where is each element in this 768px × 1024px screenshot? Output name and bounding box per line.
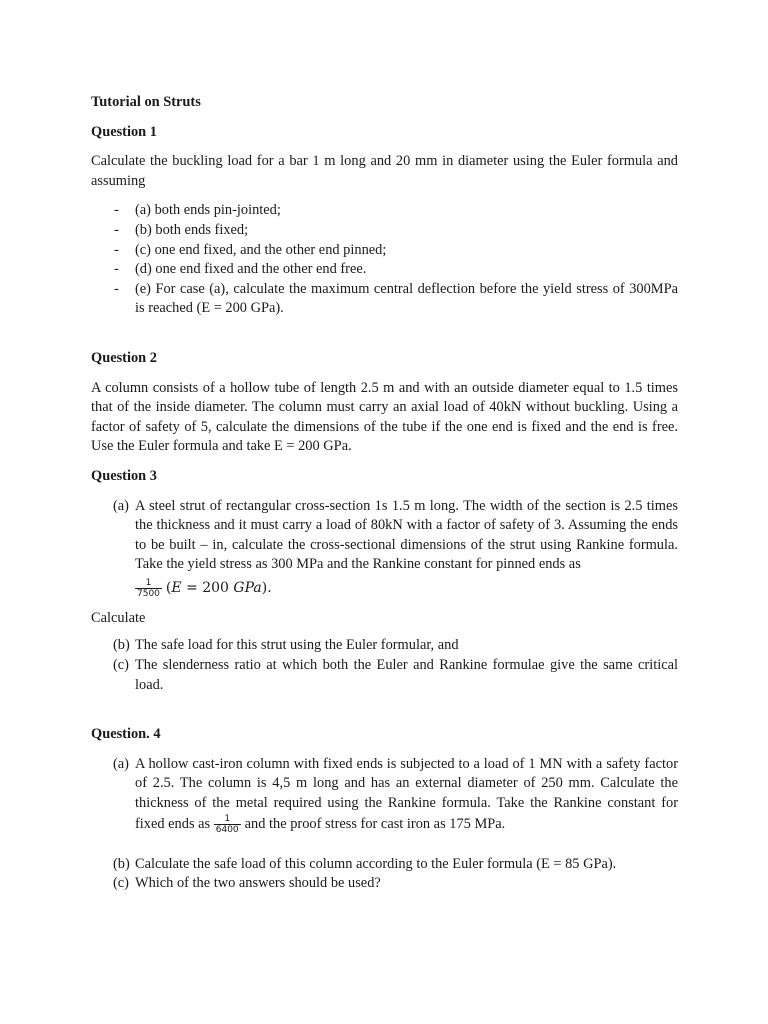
list-item: - (a) both ends pin-jointed; xyxy=(114,202,281,219)
youngs-modulus-expression: (E = 200 GPa). xyxy=(165,579,272,596)
question-4-parts-bc xyxy=(91,855,678,894)
list-item: (a) A hollow cast-iron column with fixed ends is subjected to a load of 1 MN with a safety factor of 2.5. The column is 4,5 m long and has an external diameter of 250 mm. Calculate the thickness of the metal required using the Rankine formula. Take the Rankine constant for fixed ends as $\frac{1}{6400}$ and the proof stress for cast iron as 175 MPa. xyxy=(113,755,678,835)
calculate-label: Calculate xyxy=(91,609,146,626)
document-page xyxy=(91,93,678,894)
list-item: (a) A steel strut of rectangular cross-section 1s 1.5 m long. The width of the section is 2.5 times the thickness and it must carry a load of 80kN with a factor of safety of 3. Assuming the ends to be built – in, calculate the cross-sectional dimensions of the strut using Rankine formula. Take the yield stress as 300 MPa and the Rankine constant for pinned ends as $\frac{1}{7500}$ (E = 200 GPa). xyxy=(113,497,678,599)
question-3-heading: Question 3 xyxy=(91,467,157,484)
rankine-constant-fraction: $\frac{1}{7500}$ xyxy=(137,577,160,599)
question-1-heading: Question 1 xyxy=(91,123,157,140)
list-item: (b) The safe load for this strut using the Euler formular, and xyxy=(113,637,459,654)
question-1-intro: Calculate the buckling load for a bar 1 m long and 20 mm in diameter using the Euler formula and assuming xyxy=(91,153,678,189)
question-4-heading: Question. 4 xyxy=(91,726,161,743)
list-item: (b) Calculate the safe load of this column according to the Euler formula (E = 85 GPa). xyxy=(113,855,617,872)
list-item: (c) The slenderness ratio at which both the Euler and Rankine formulae give the same critical load. xyxy=(113,657,678,693)
question-3-part-a xyxy=(91,497,678,599)
question-1-list xyxy=(91,201,678,319)
rankine-constant-fraction: $\frac{1}{6400}$ xyxy=(215,813,239,835)
question-4-part-a xyxy=(91,755,678,835)
question-2-heading: Question 2 xyxy=(91,349,157,366)
list-item: - (e) For case (a), calculate the maximum central deflection before the yield stress of 300MPa is reached (E = 200 GPa). xyxy=(114,280,678,317)
list-item: - (c) one end fixed, and the other end pinned; xyxy=(114,241,387,258)
question-2-body: A column consists of a hollow tube of length 2.5 m and with an outside diameter equal to 1.5 times that of the inside diameter. The column must carry an axial load of 40kN without buckling. Using a factor of safety of 5, calculate the dimensions of the tube if the one end is fixed and the end is free. Use the Euler formula and take E = 200 GPa. xyxy=(91,379,678,455)
list-item: - (b) both ends fixed; xyxy=(114,221,249,238)
document-title: Tutorial on Struts xyxy=(91,94,201,110)
list-item: (c) Which of the two answers should be used? xyxy=(113,875,381,892)
list-item: - (d) one end fixed and the other end free. xyxy=(114,261,367,278)
question-3-parts-bc xyxy=(91,636,678,695)
